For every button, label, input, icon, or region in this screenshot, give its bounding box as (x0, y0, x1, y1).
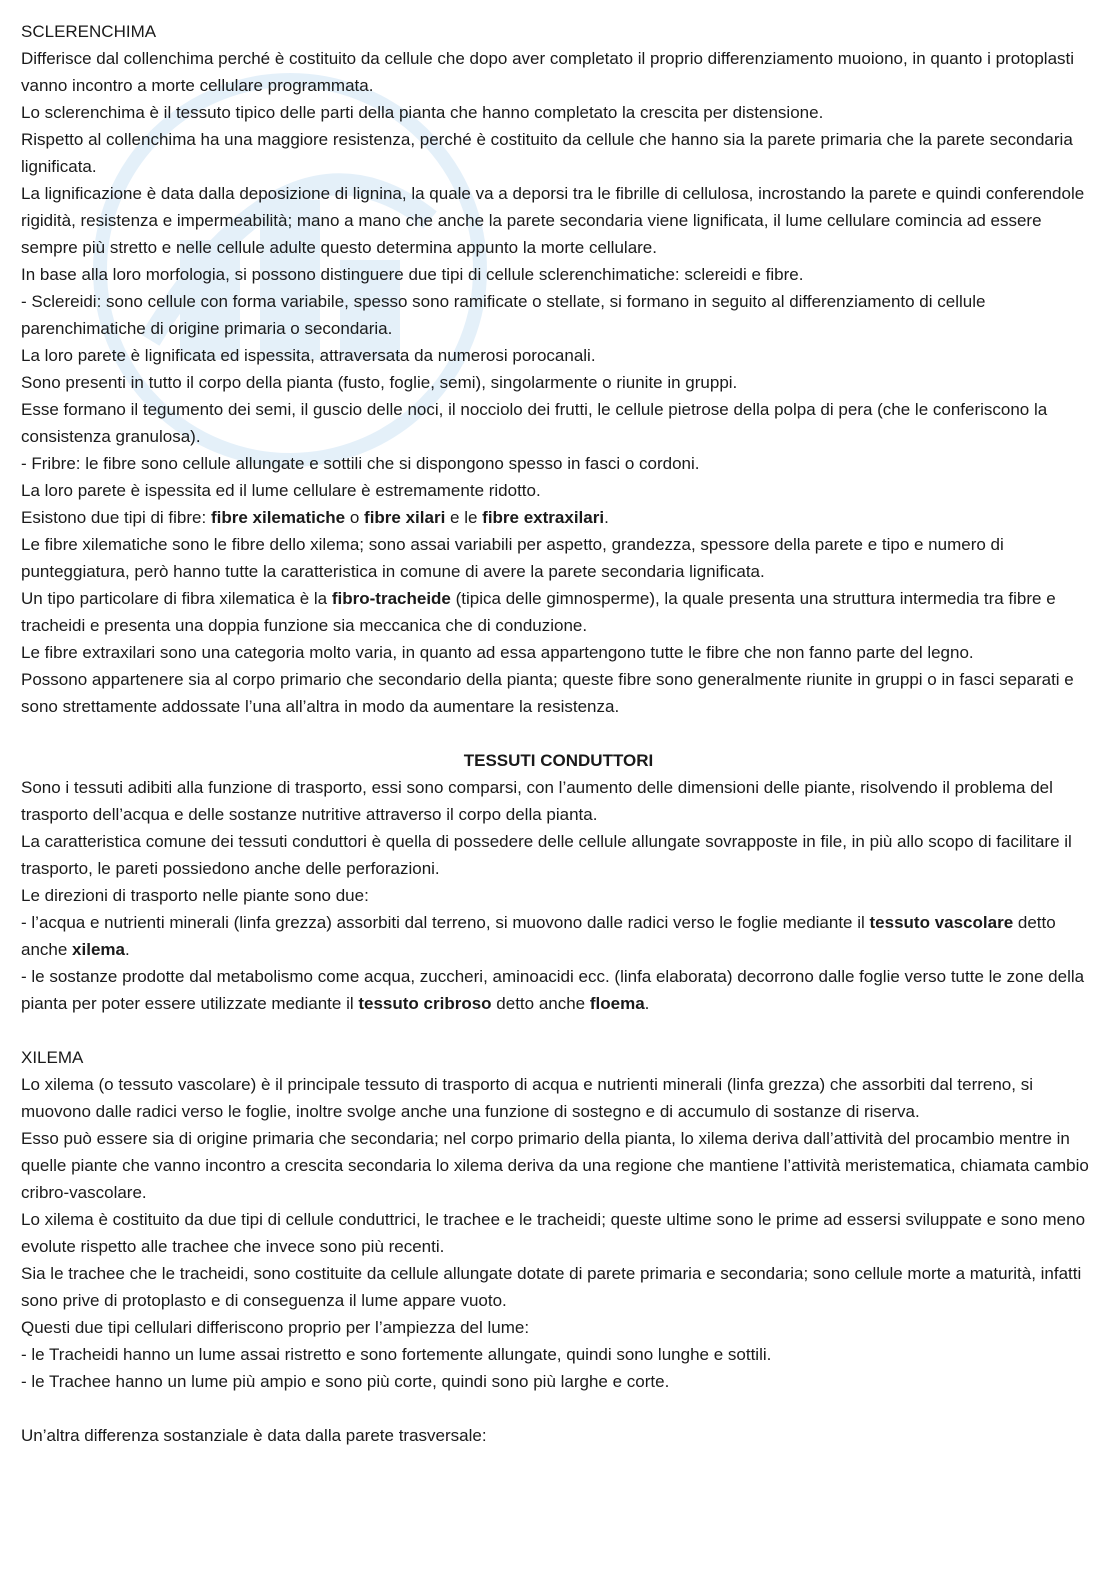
text-run: . (644, 994, 650, 1013)
spacer (21, 1395, 1096, 1422)
spacer (21, 720, 1096, 747)
paragraph: Lo sclerenchima è il tessuto tipico delle parti della pianta che hanno completato la crescita per distensione. (21, 103, 824, 122)
bold-term: tessuto vascolare (869, 913, 1014, 932)
paragraph: In base alla loro morfologia, si possono distinguere due tipi di cellule sclerenchimatiche: sclereidi e fibre. (21, 265, 804, 284)
paragraph: Lo xilema è costituito da due tipi di cellule conduttrici, le trachee e le tracheidi; queste ultime sono le prime ad essersi sviluppate e sono meno evolute rispetto alle trachee che invece sono più recenti. (21, 1210, 1086, 1256)
bold-term: xilema (72, 940, 125, 959)
text-run: Un tipo particolare di fibra xilematica è la (21, 589, 332, 608)
paragraph: Esse formano il tegumento dei semi, il guscio delle noci, il nocciolo dei frutti, le cellule pietrose della polpa di pera (che le conferiscono la consistenza granulosa). (21, 400, 1048, 446)
section-heading-tessuti-conduttori: TESSUTI CONDUTTORI (463, 751, 654, 770)
bold-term: fibre xilematiche (210, 508, 346, 527)
paragraph: La loro parete è ispessita ed il lume cellulare è estremamente ridotto. (21, 481, 541, 500)
paragraph: Lo xilema (o tessuto vascolare) è il principale tessuto di trasporto di acqua e nutrienti minerali (linfa grezza) che assorbiti dal terreno, si muovono dalle radici verso le foglie, inoltre svolge anche una funzione di sostegno e di accumulo di sostanze di riserva. (21, 1075, 1033, 1121)
text-run: detto anche (21, 913, 1056, 959)
section-heading-sclerenchima: SCLERENCHIMA (21, 22, 157, 41)
bold-term: fibre extraxilari (482, 508, 605, 527)
paragraph-fibre-types (21, 504, 1096, 531)
text-run: - le sostanze prodotte dal metabolismo come acqua, zuccheri, aminoacidi ecc. (linfa elaborata) decorrono dalle foglie verso tutte le zone della pianta per poter essere utilizzate mediante il (21, 967, 1085, 1013)
paragraph: Esso può essere sia di origine primaria che secondaria; nel corpo primario della pianta, lo xilema deriva dall’attività del procambio mentre in quelle piante che vanno incontro a crescita secondaria lo xilema deriva da una regione che mantiene l’attività meristematica, chiamata cambio cribro-vascolare. (21, 1129, 1089, 1202)
text-run: . (604, 508, 609, 527)
paragraph: - le Tracheidi hanno un lume assai ristretto e sono fortemente allungate, quindi sono lunghe e sottili. (21, 1345, 772, 1364)
paragraph: - Sclereidi: sono cellule con forma variabile, spesso sono ramificate o stellate, si formano in seguito al differenziamento di cellule parenchimatiche di origine primaria o secondaria. (21, 292, 986, 338)
paragraph: Rispetto al collenchima ha una maggiore resistenza, perché è costituito da cellule che hanno sia la parete primaria che la parete secondaria lignificata. (21, 130, 1073, 176)
paragraph-floema-direction (21, 963, 1096, 1017)
paragraph: La loro parete è lignificata ed ispessita, attraversata da numerosi porocanali. (21, 346, 596, 365)
bold-term: floema (589, 994, 645, 1013)
paragraph: - Fribre: le fibre sono cellule allungate e sottili che si dispongono spesso in fasci o cordoni. (21, 454, 700, 473)
text-run: e le (445, 508, 483, 527)
bold-term: fibro-tracheide (331, 589, 451, 608)
paragraph: - le Trachee hanno un lume più ampio e sono più corte, quindi sono più larghe e corte. (21, 1372, 670, 1391)
text-run: . (124, 940, 130, 959)
text-run: (tipica delle gimnosperme), la quale presenta una struttura intermedia tra fibre e tracheidi e presenta una doppia funzione sia meccanica che di conduzione. (21, 589, 1056, 635)
text-run: o (345, 508, 365, 527)
paragraph: Possono appartenere sia al corpo primario che secondario della pianta; queste fibre sono generalmente riunite in gruppi o in fasci separati e sono strettamente addossate l’una all’altra in modo da aumentare la resistenza. (21, 670, 1074, 716)
paragraph: Questi due tipi cellulari differiscono proprio per l’ampiezza del lume: (21, 1318, 530, 1337)
paragraph-xilema-direction (21, 909, 1096, 963)
text-run: detto anche (491, 994, 590, 1013)
paragraph: Sia le trachee che le tracheidi, sono costituite da cellule allungate dotate di parete primaria e secondaria; sono cellule morte a maturità, infatti sono prive di protoplasto e di conseguenza il lume appare vuoto. (21, 1264, 1082, 1310)
text-run: - l’acqua e nutrienti minerali (linfa grezza) assorbiti dal terreno, si muovono dalle radici verso le foglie mediante il (21, 913, 870, 932)
section-heading-xilema: XILEMA (21, 1048, 84, 1067)
paragraph: Differisce dal collenchima perché è costituito da cellule che dopo aver completato il proprio differenziamento muoiono, in quanto i protoplasti vanno incontro a morte cellulare programmata. (21, 49, 1075, 95)
paragraph: Sono presenti in tutto il corpo della pianta (fusto, foglie, semi), singolarmente o riunite in gruppi. (21, 373, 738, 392)
bold-term: tessuto cribroso (358, 994, 492, 1013)
paragraph: Un’altra differenza sostanziale è data dalla parete trasversale: (21, 1426, 487, 1445)
bold-term: fibre xilari (364, 508, 446, 527)
spacer (21, 1017, 1096, 1044)
document-page (21, 18, 1096, 1449)
paragraph-fibro-tracheide (21, 585, 1096, 639)
paragraph: Le fibre extraxilari sono una categoria molto varia, in quanto ad essa appartengono tutte le fibre che non fanno parte del legno. (21, 643, 974, 662)
paragraph: La lignificazione è data dalla deposizione di lignina, la quale va a deporsi tra le fibrille di cellulosa, incrostando la parete e quindi conferendole rigidità, resistenza e impermeabilità; mano a mano che anche la parete secondaria viene lignificata, il lume cellulare comincia ad essere sempre più stretto e nelle cellule adulte questo determina appunto la morte cellulare. (21, 184, 1085, 257)
paragraph: La caratteristica comune dei tessuti conduttori è quella di possedere delle cellule allungate sovrapposte in file, in più allo scopo di facilitare il trasporto, le pareti possiedono anche delle perforazioni. (21, 832, 1072, 878)
paragraph: Le fibre xilematiche sono le fibre dello xilema; sono assai variabili per aspetto, grandezza, spessore della parete e tipo e numero di punteggiatura, però hanno tutte la caratteristica in comune di avere la parete secondaria lignificata. (21, 535, 1004, 581)
text-run: Esistono due tipi di fibre: (21, 508, 211, 527)
paragraph: Sono i tessuti adibiti alla funzione di trasporto, essi sono comparsi, con l’aumento delle dimensioni delle piante, risolvendo il problema del trasporto dell’acqua e delle sostanze nutritive attraverso il corpo della pianta. (21, 778, 1053, 824)
paragraph: Le direzioni di trasporto nelle piante sono due: (21, 886, 369, 905)
